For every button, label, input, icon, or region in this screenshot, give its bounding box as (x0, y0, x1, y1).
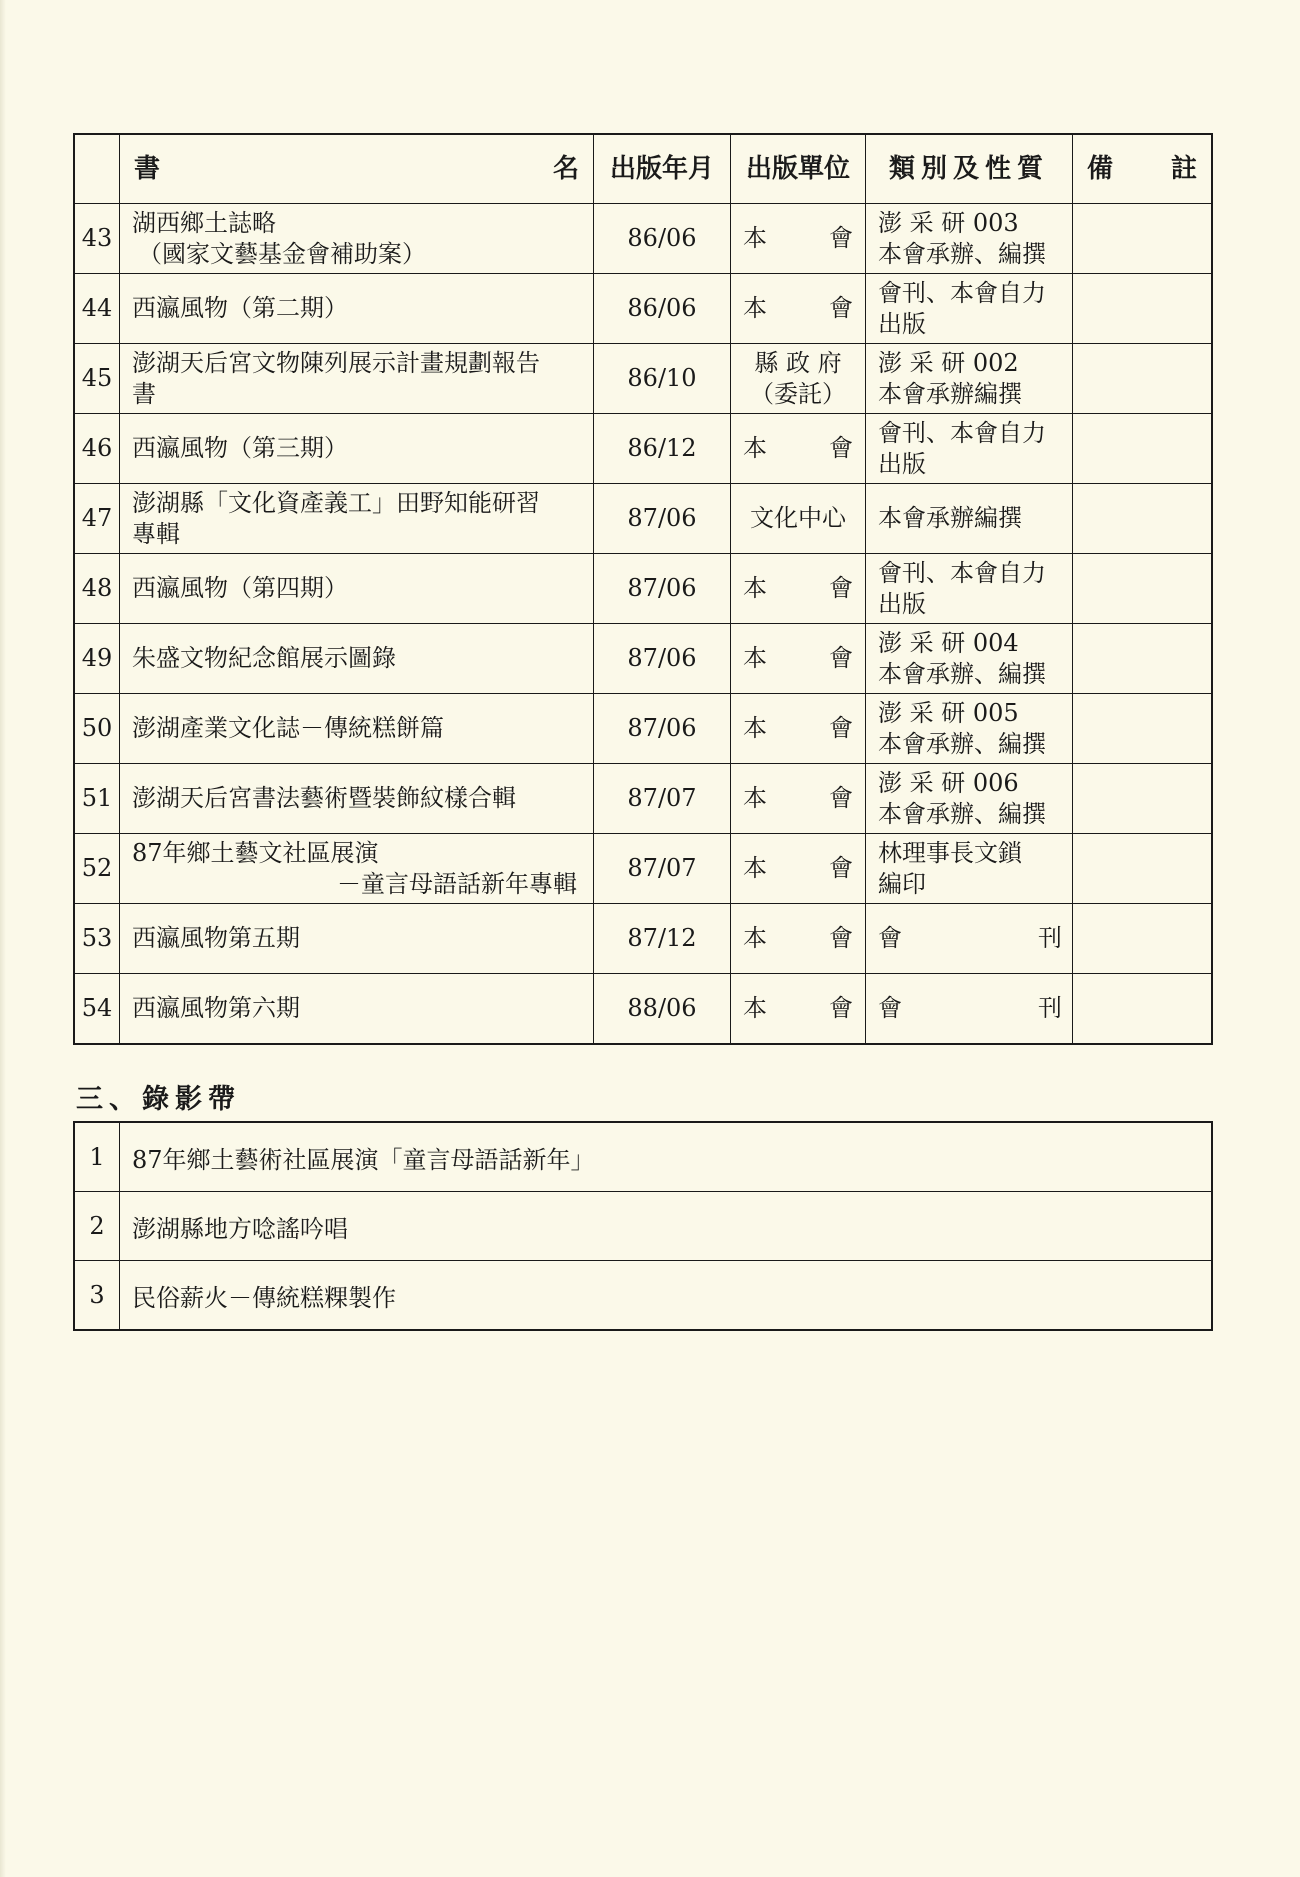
row-unit-part: 會 (829, 854, 853, 882)
row-date: 87/06 (594, 694, 731, 764)
row-title (120, 274, 594, 344)
row-category-line: 澎 采 研 006 (878, 768, 1019, 797)
row-title-line: 西瀛風物（第三期） (132, 434, 348, 462)
row-category-line: 出版 (878, 589, 926, 618)
row-unit-spread (731, 713, 865, 744)
row-unit-part: 本 (743, 993, 767, 1022)
row-title-line: 澎湖縣「文化資產義工」田野知能研習 (132, 488, 540, 517)
table-row (74, 1122, 1212, 1192)
tape-number: 1 (74, 1122, 120, 1192)
row-number: 52 (74, 834, 120, 904)
row-unit-part: 本 (743, 924, 767, 952)
row-unit-spread (731, 433, 865, 464)
row-category-part: 刊 (1038, 993, 1062, 1022)
row-title-line: 西瀛風物第六期 (132, 993, 300, 1022)
row-date: 88/06 (594, 974, 731, 1044)
row-unit (731, 554, 866, 624)
row-date: 87/07 (594, 834, 731, 904)
row-title (120, 344, 594, 414)
row-unit-spread (731, 853, 865, 884)
row-category-part: 刊 (1038, 924, 1062, 952)
row-number: 45 (74, 344, 120, 414)
row-unit-part: 會 (829, 294, 853, 322)
row-date: 87/06 (594, 484, 731, 554)
row-category-spread (878, 993, 1062, 1024)
row-note (1073, 834, 1213, 904)
row-note (1073, 414, 1213, 484)
row-category (866, 764, 1073, 834)
row-unit-part: 會 (829, 434, 853, 462)
row-title-line: 西瀛風物第五期 (132, 924, 300, 952)
row-unit (731, 274, 866, 344)
header-note (1073, 134, 1213, 204)
row-category (866, 484, 1073, 554)
row-unit (731, 904, 866, 974)
header-title (120, 134, 594, 204)
row-unit-part: 會 (829, 924, 853, 952)
videotapes-table (73, 1121, 1213, 1331)
row-unit-part: 本 (743, 644, 767, 672)
row-title (120, 414, 594, 484)
row-category (866, 344, 1073, 414)
row-unit (731, 624, 866, 694)
tape-title: 民俗薪火－傳統糕粿製作 (120, 1261, 1213, 1331)
row-title (120, 484, 594, 554)
row-unit-part: 會 (829, 714, 853, 742)
row-note (1073, 554, 1213, 624)
row-unit (731, 484, 866, 554)
row-date: 87/07 (594, 764, 731, 834)
row-number: 47 (74, 484, 120, 554)
header-date: 出版年月 (594, 134, 731, 204)
header-unit: 出版單位 (731, 134, 866, 204)
row-unit-part: 會 (829, 993, 853, 1022)
row-title-line: 澎湖天后宮文物陳列展示計畫規劃報告 (132, 348, 540, 377)
row-category-line: 會刊、本會自力 (878, 278, 1046, 307)
row-unit-part: 本 (743, 224, 767, 252)
row-category-line: 本會承辦、編撰 (878, 799, 1046, 828)
row-note (1073, 764, 1213, 834)
row-category (866, 204, 1073, 274)
row-unit (731, 974, 866, 1044)
table-row (74, 764, 1212, 834)
row-unit-part: 本 (743, 294, 767, 322)
row-category-part: 會 (878, 993, 902, 1022)
table-row (74, 904, 1212, 974)
row-note (1073, 624, 1213, 694)
row-date: 86/06 (594, 274, 731, 344)
table-row (74, 204, 1212, 274)
row-unit-spread (731, 293, 865, 324)
row-note (1073, 344, 1213, 414)
row-category-line: 澎 采 研 002 (878, 348, 1019, 377)
row-category-line: 編印 (878, 869, 926, 898)
row-title-line: 專輯 (132, 519, 180, 548)
row-category-line: 本會承辦編撰 (878, 504, 1022, 532)
header-title-left: 書 (134, 153, 161, 184)
row-unit (731, 834, 866, 904)
row-unit-line: 縣 政 府 (754, 348, 842, 377)
row-title (120, 764, 594, 834)
row-category (866, 974, 1073, 1044)
table-row (74, 554, 1212, 624)
row-unit-line: （委託） (750, 379, 846, 408)
row-category (866, 694, 1073, 764)
table-row (74, 274, 1212, 344)
row-title (120, 834, 594, 904)
row-date: 86/10 (594, 344, 731, 414)
row-category (866, 624, 1073, 694)
row-title (120, 624, 594, 694)
row-title-line: 澎湖產業文化誌－傳統糕餅篇 (132, 714, 444, 742)
row-title-line: 朱盛文物紀念館展示圖錄 (132, 644, 396, 672)
row-unit-part: 會 (829, 224, 853, 252)
publications-table (73, 133, 1213, 1045)
row-title-line: 湖西鄉土誌略 (132, 208, 276, 237)
row-unit-part: 會 (829, 574, 853, 602)
row-title-line: －童言母語話新年專輯 (337, 869, 577, 898)
row-number: 54 (74, 974, 120, 1044)
row-number: 53 (74, 904, 120, 974)
row-date: 86/06 (594, 204, 731, 274)
header-no (74, 134, 120, 204)
row-unit-part: 本 (743, 574, 767, 602)
row-category-line: 會刊、本會自力 (878, 558, 1046, 587)
row-category-line: 林理事長文鎖 (878, 838, 1022, 867)
row-category-line: 本會承辦編撰 (878, 379, 1022, 408)
row-category (866, 834, 1073, 904)
tape-number: 3 (74, 1261, 120, 1331)
row-title (120, 974, 594, 1044)
tape-number: 2 (74, 1192, 120, 1261)
row-unit-spread (731, 573, 865, 604)
row-unit-spread (731, 783, 865, 814)
row-category-line: 出版 (878, 449, 926, 478)
row-unit (731, 204, 866, 274)
row-note (1073, 204, 1213, 274)
table-row (74, 1192, 1212, 1261)
row-title (120, 904, 594, 974)
row-title-line: （國家文藝基金會補助案） (138, 239, 426, 268)
row-date: 87/06 (594, 624, 731, 694)
row-unit-spread (731, 223, 865, 254)
row-note (1073, 484, 1213, 554)
row-category-line: 澎 采 研 005 (878, 698, 1019, 727)
row-note (1073, 694, 1213, 764)
row-title-line: 書 (132, 379, 156, 408)
videotapes-body (74, 1122, 1212, 1330)
table-row (74, 484, 1212, 554)
row-category (866, 274, 1073, 344)
row-unit (731, 344, 866, 414)
row-category-line: 出版 (878, 309, 926, 338)
row-category-line: 本會承辦、編撰 (878, 239, 1046, 268)
row-note (1073, 274, 1213, 344)
row-unit (731, 414, 866, 484)
table-row (74, 1261, 1212, 1331)
row-category-line: 會刊、本會自力 (878, 418, 1046, 447)
row-title-line: 西瀛風物（第四期） (132, 574, 348, 602)
row-title-line: 西瀛風物（第二期） (132, 294, 348, 322)
row-unit-part: 本 (743, 854, 767, 882)
row-category-line: 本會承辦、編撰 (878, 659, 1046, 688)
table-header-row (74, 134, 1212, 204)
row-title (120, 554, 594, 624)
row-category (866, 414, 1073, 484)
row-number: 43 (74, 204, 120, 274)
table-row (74, 624, 1212, 694)
row-number: 51 (74, 764, 120, 834)
row-number: 49 (74, 624, 120, 694)
row-number: 48 (74, 554, 120, 624)
row-unit-spread (731, 643, 865, 674)
table-row (74, 414, 1212, 484)
row-unit-spread (731, 993, 865, 1024)
page-edge (0, 0, 6, 1877)
row-number: 46 (74, 414, 120, 484)
header-note-left: 備 (1087, 153, 1114, 184)
row-unit-part: 本 (743, 714, 767, 742)
row-number: 44 (74, 274, 120, 344)
row-note (1073, 904, 1213, 974)
row-unit-spread (731, 923, 865, 954)
row-number: 50 (74, 694, 120, 764)
row-unit-part: 會 (829, 784, 853, 812)
header-title-right: 名 (552, 153, 579, 184)
table-row (74, 974, 1212, 1044)
row-date: 87/12 (594, 904, 731, 974)
row-date: 86/12 (594, 414, 731, 484)
row-category (866, 554, 1073, 624)
row-unit (731, 764, 866, 834)
tape-title: 澎湖縣地方唸謠吟唱 (120, 1192, 1213, 1261)
row-category-line: 澎 采 研 003 (878, 208, 1019, 237)
table-row (74, 834, 1212, 904)
row-unit-part: 本 (743, 434, 767, 462)
row-unit-part: 本 (743, 784, 767, 812)
table-row (74, 344, 1212, 414)
row-note (1073, 974, 1213, 1044)
row-unit-part: 會 (829, 644, 853, 672)
header-category: 類別及性質 (866, 134, 1073, 204)
table-row (74, 694, 1212, 764)
header-note-right: 註 (1170, 153, 1197, 184)
publications-body (74, 204, 1212, 1044)
row-title (120, 694, 594, 764)
tape-title: 87年鄉土藝術社區展演「童言母語話新年」 (120, 1122, 1213, 1192)
row-category-part: 會 (878, 924, 902, 952)
row-category (866, 904, 1073, 974)
row-category-line: 澎 采 研 004 (878, 628, 1019, 657)
row-title-line: 澎湖天后宮書法藝術暨裝飾紋樣合輯 (132, 784, 516, 812)
row-category-line: 本會承辦、編撰 (878, 729, 1046, 758)
row-title (120, 204, 594, 274)
row-category-spread (878, 923, 1062, 954)
row-unit (731, 694, 866, 764)
row-unit-line: 文化中心 (750, 504, 846, 532)
row-title-line: 87年鄉土藝文社區展演 (132, 838, 379, 867)
row-date: 87/06 (594, 554, 731, 624)
section-heading-videotapes: 三、錄影帶 (76, 1084, 241, 1115)
